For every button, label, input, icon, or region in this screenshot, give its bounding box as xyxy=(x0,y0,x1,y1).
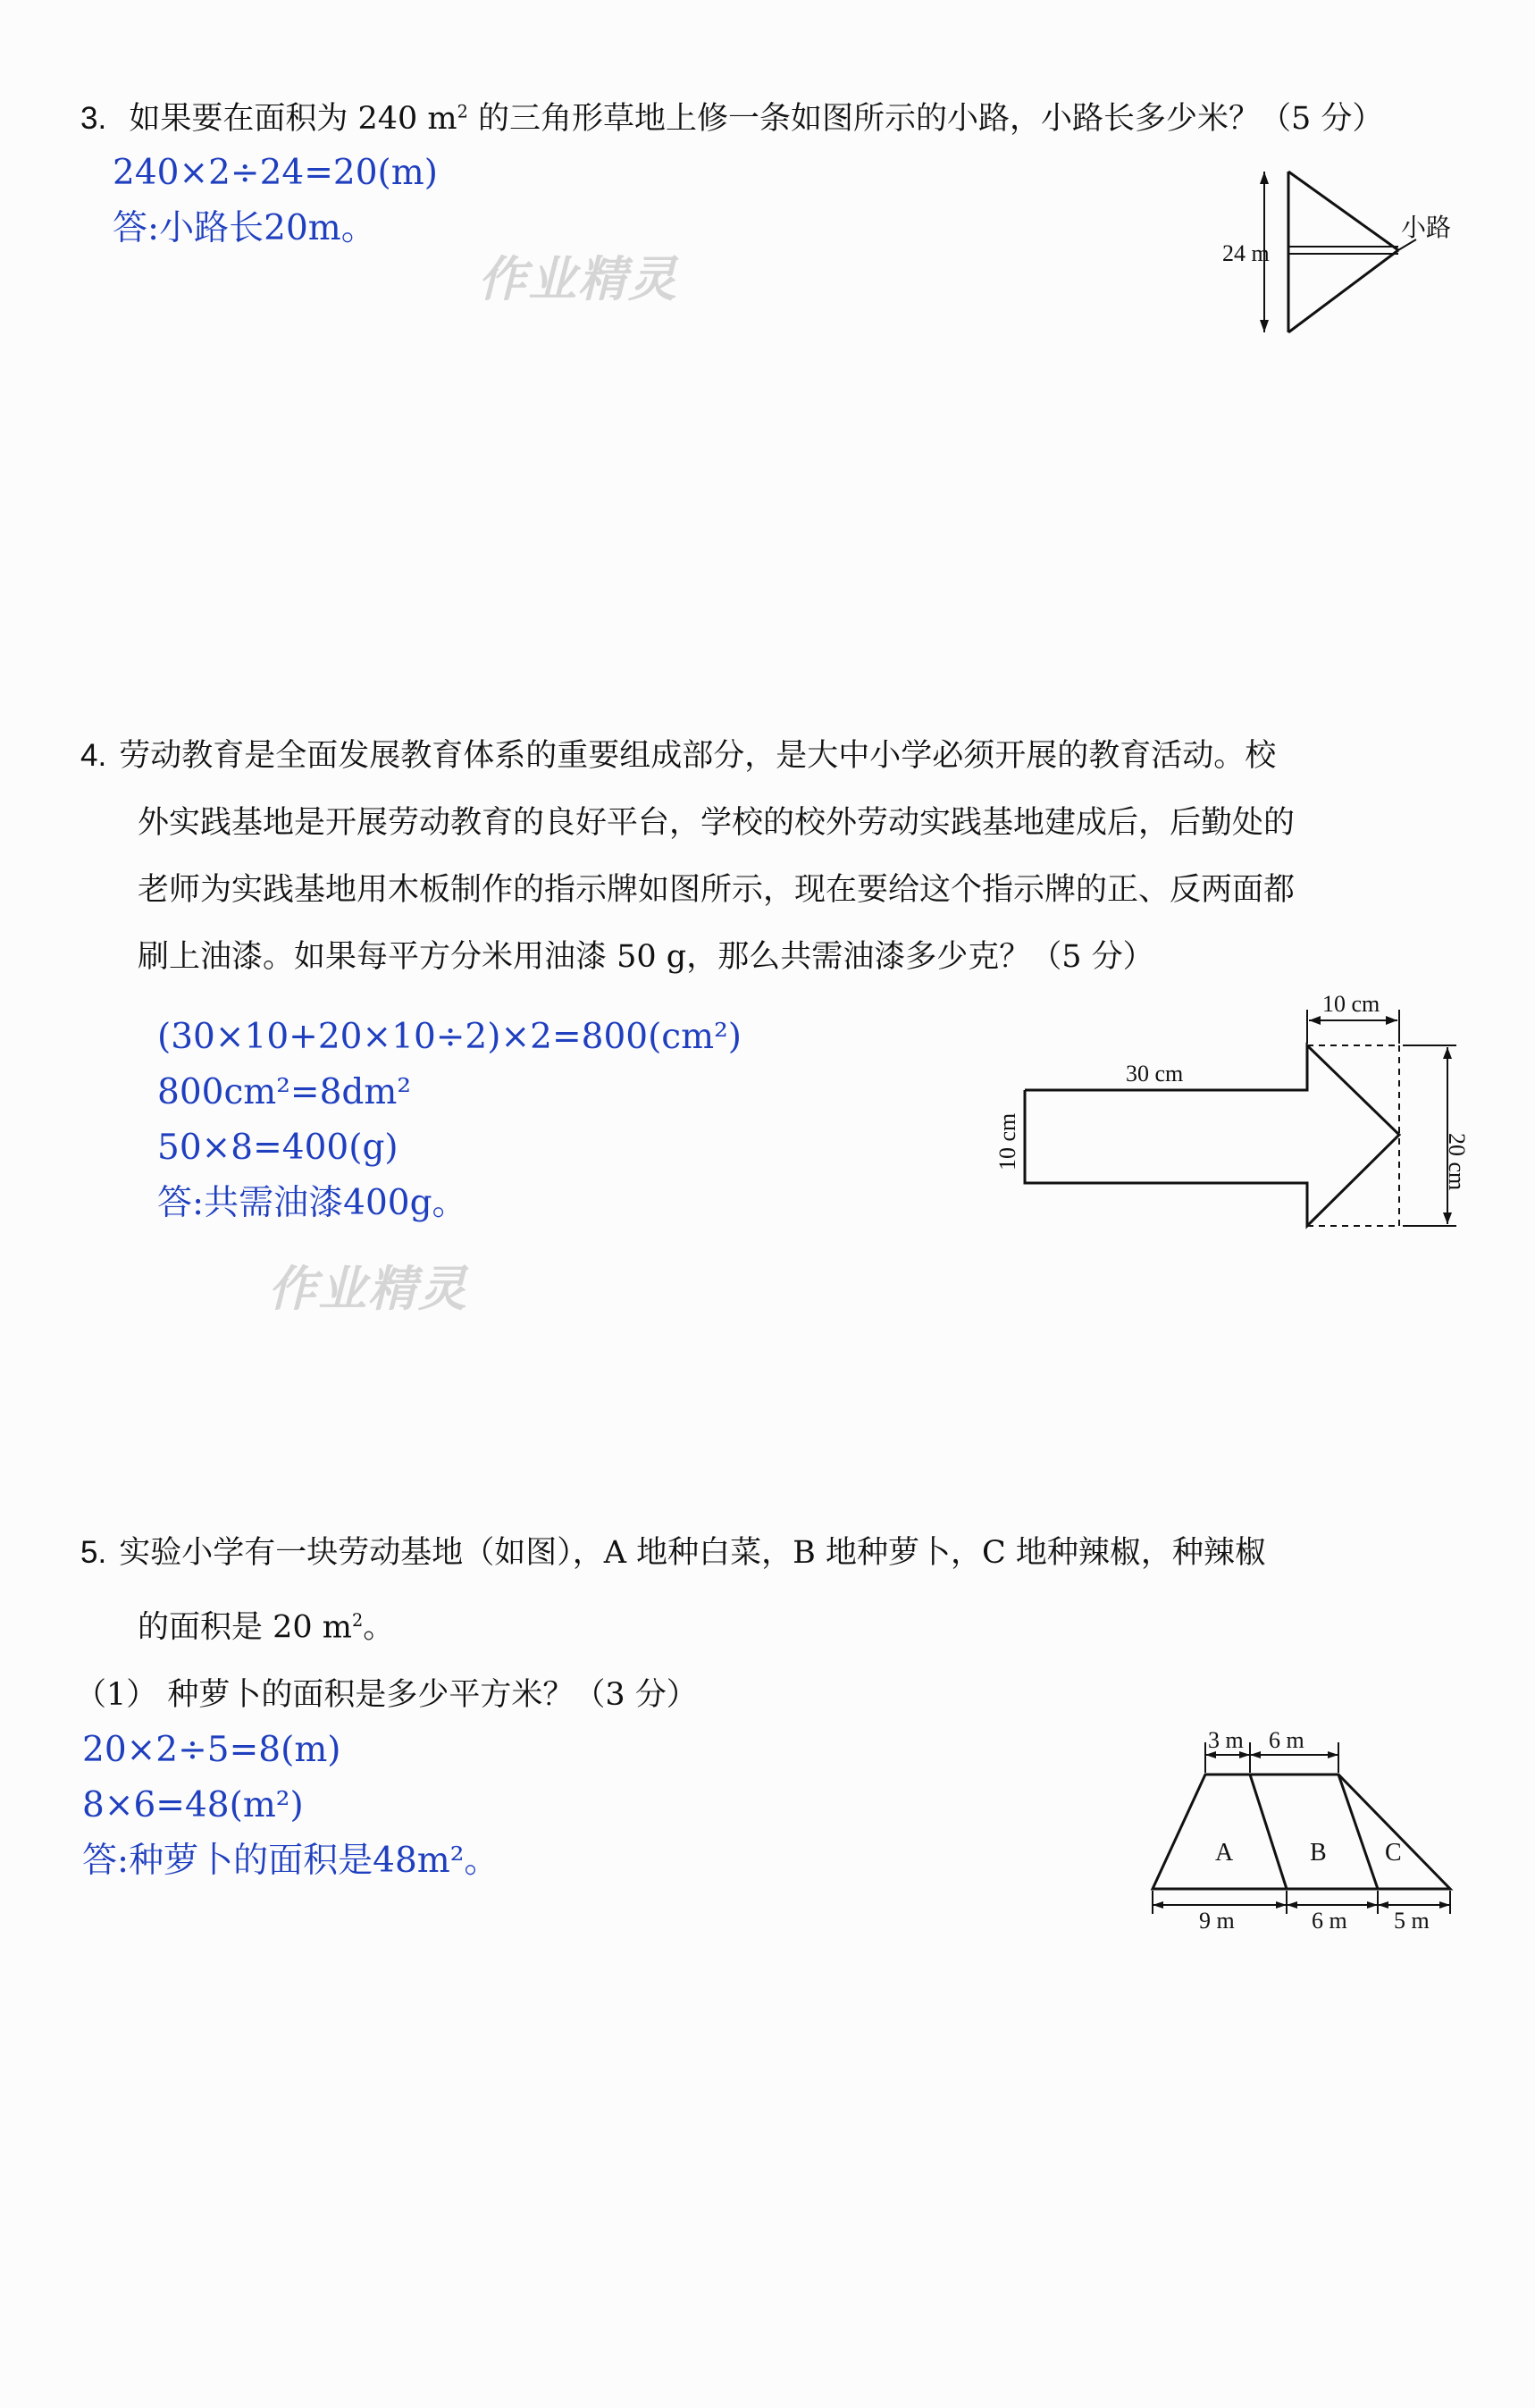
head-label: 20 cm xyxy=(1444,1133,1470,1191)
answer-line: (30×10+20×10÷2)×2=800(cm²) xyxy=(157,1017,742,1057)
length-label: 30 cm xyxy=(1126,1061,1184,1087)
sub-question: （1） 种萝卜的面积是多少平方米？（3 分） xyxy=(75,1676,698,1713)
top-width-label: 10 cm xyxy=(1322,992,1380,1017)
question-5 xyxy=(75,1519,1492,1729)
question-line: 4. 劳动教育是全面发展教育体系的重要组成部分，是大中小学必须开展的教育活动。校 xyxy=(80,738,1277,774)
watermark: 作业精灵 xyxy=(478,251,678,307)
answer-3 xyxy=(113,146,438,257)
answer-line: 240×2÷24=20(m) xyxy=(113,153,438,193)
question-4 xyxy=(80,722,1492,991)
question-line: 刷上油漆。如果每平方分米用油漆 50 g，那么共需油漆多少克？（5 分） xyxy=(138,939,1154,975)
question-text: 如果要在面积为 240 $m^2$ 的三角形草地上修一条如图所示的小路，小路长多少米？（5 分） xyxy=(129,101,1384,137)
answer-line: 答:种萝卜的面积是48m²。 xyxy=(82,1841,499,1881)
answer-5 xyxy=(82,1723,499,1889)
question-line: 外实践基地是开展劳动教育的良好平台，学校的校外劳动实践基地建成后，后勤处的 xyxy=(138,805,1296,841)
answer-line: 50×8=400(g) xyxy=(157,1128,398,1168)
top-label-2: 6 m xyxy=(1269,1727,1304,1753)
answer-4 xyxy=(157,1010,742,1231)
question-line: 5. 实验小学有一块劳动基地（如图），A 地种白菜，B 地种萝卜，C 地种辣椒，种辣椒 xyxy=(80,1535,1266,1571)
triangle-figure xyxy=(1206,161,1474,340)
shaft-label: 10 cm xyxy=(994,1112,1020,1170)
question-line: 的面积是 20 $m^2$。 xyxy=(138,1609,395,1646)
question-line: 老师为实践基地用木板制作的指示牌如图所示，现在要给这个指示牌的正、反两面都 xyxy=(138,872,1296,908)
answer-line: 8×6=48(m²) xyxy=(82,1785,304,1825)
question-number: 3. xyxy=(80,101,107,136)
answer-line: 800cm²=8dm² xyxy=(157,1072,411,1112)
bottom-label-1: 9 m xyxy=(1199,1908,1235,1930)
watermark: 作业精灵 xyxy=(268,1261,468,1317)
bottom-label-3: 5 m xyxy=(1394,1908,1430,1930)
answer-line: 答:共需油漆400g。 xyxy=(157,1183,467,1223)
arrow-figure xyxy=(983,992,1483,1260)
top-label-1: 3 m xyxy=(1208,1727,1244,1753)
height-label: 24 m xyxy=(1222,240,1270,266)
region-a-label: A xyxy=(1215,1839,1234,1867)
trapezoid-figure xyxy=(1144,1716,1501,1930)
answer-line: 20×2÷5=8(m) xyxy=(82,1730,341,1770)
answer-line: 答:小路长20m。 xyxy=(113,208,376,249)
region-b-label: B xyxy=(1310,1839,1327,1867)
region-c-label: C xyxy=(1385,1839,1402,1867)
question-3 xyxy=(80,95,1474,143)
path-label: 小路 xyxy=(1401,214,1452,242)
bottom-label-2: 6 m xyxy=(1312,1908,1347,1930)
